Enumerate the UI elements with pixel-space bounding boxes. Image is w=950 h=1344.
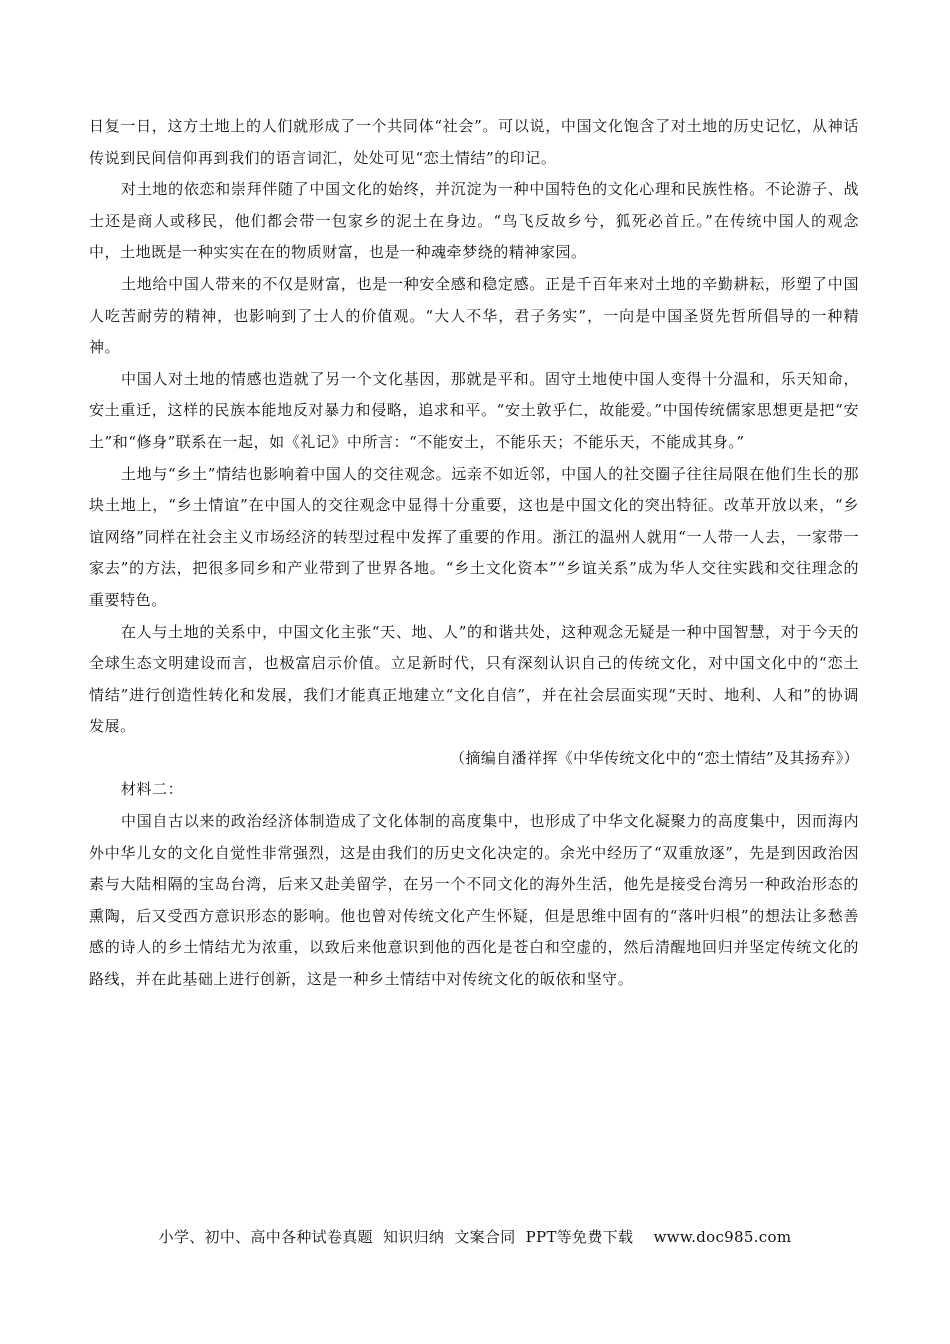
paragraph-material-two: 中国自古以来的政治经济体制造成了文化体制的高度集中，也形成了中华文化凝聚力的高度集中，因而海内外中华儿女的文化自觉性非常强烈，这是由我们的历史文化决定的。余光中经历了“双重放逐”，先是到因政治因素与大陆相隔的宝岛台湾，后来又赴美留学，在另一个不同文化的海外生活，他先是接受台湾另一种政治形态的熏陶，后又受西方意识形态的影响。他也曾对传统文化产生怀疑，但是思维中固有的“落叶归根”的想法让多愁善感的诗人的乡土情结尤为浓重，以致后来他意识到他的西化是苍白和空虚的，然后清醒地回归并坚定传统文化的路线，并在此基础上进行创新，这是一种乡土情结中对传统文化的皈依和坚守。 [89,812,859,989]
article-body [89,111,859,996]
paragraph-peace: 中国人对土地的情感也造就了另一个文化基因，那就是平和。固守土地使中国人变得十分温和，乐天知命，安土重迁，这样的民族本能地反对暴力和侵略，追求和平。“安土敦乎仁，故能爱。”中国传统儒家思想更是把“安土”和“修身”联系在一起，如《礼记》中所言：“不能安土，不能乐天；不能乐天，不能成其身。” [89,369,859,451]
paragraph-continuation: 日复一日，这方土地上的人们就形成了一个共同体“社会”。可以说，中国文化饱含了对土地的历史记忆，从神话传说到民间信仰再到我们的语言词汇，处处可见“恋土情结”的印记。 [89,117,859,167]
page-footer [0,1226,950,1247]
footer-url[interactable]: www.doc985.com [653,1228,792,1246]
paragraph-social-relations: 土地与“乡土”情结也影响着中国人的交往观念。远亲不如近邻，中国人的社交圈子往往局限在他们生长的那块土地上，“乡土情谊”在中国人的交往观念中显得十分重要，这也是中国文化的突出特征。改革开放以来，“乡谊网络”同样在社会主义市场经济的转型过程中发挥了重要的作用。浙江的温州人就用“一人带一人去，一家带一家去”的方法，把很多同乡和产业带到了世界各地。“乡土文化资本”“乡谊关系”成为华人交往实践和交往理念的重要特色。 [89,464,859,609]
source-citation: （摘编自潘祥挥《中华传统文化中的“恋土情结”及其扬弃》） [449,748,859,767]
material-two-heading: 材料二： [121,780,184,799]
paragraph-land-attachment: 对土地的依恋和崇拜伴随了中国文化的始终，并沉淀为一种中国特色的文化心理和民族性格。不论游子、战士还是商人或移民，他们都会带一包家乡的泥土在身边。“鸟飞反故乡兮，狐死必首丘。”在传统中国人的观念中，土地既是一种实实在在的物质财富，也是一种魂牵梦绕的精神家园。 [89,180,859,262]
paragraph-harmony: 在人与土地的关系中，中国文化主张“天、地、人”的和谐共处，这种观念无疑是一种中国智慧，对于今天的全球生态文明建设而言，也极富启示价值。立足新时代，只有深刻认识自己的传统文化，对中国文化中的“恋土情结”进行创造性转化和发展，我们才能真正地建立“文化自信”，并在社会层面实现“天时、地利、人和”的协调发展。 [89,622,859,736]
footer-spacer [633,1228,653,1246]
footer-text: 小学、初中、高中各种试卷真题 知识归纳 文案合同 PPT等免费下载 [158,1228,634,1246]
paragraph-security: 土地给中国人带来的不仅是财富，也是一种安全感和稳定感。正是千百年来对土地的辛勤耕耘，形塑了中国人吃苦耐劳的精神，也影响到了士人的价值观。“大人不华，君子务实”，一向是中国圣贤先哲所倡导的一种精神。 [89,274,859,357]
